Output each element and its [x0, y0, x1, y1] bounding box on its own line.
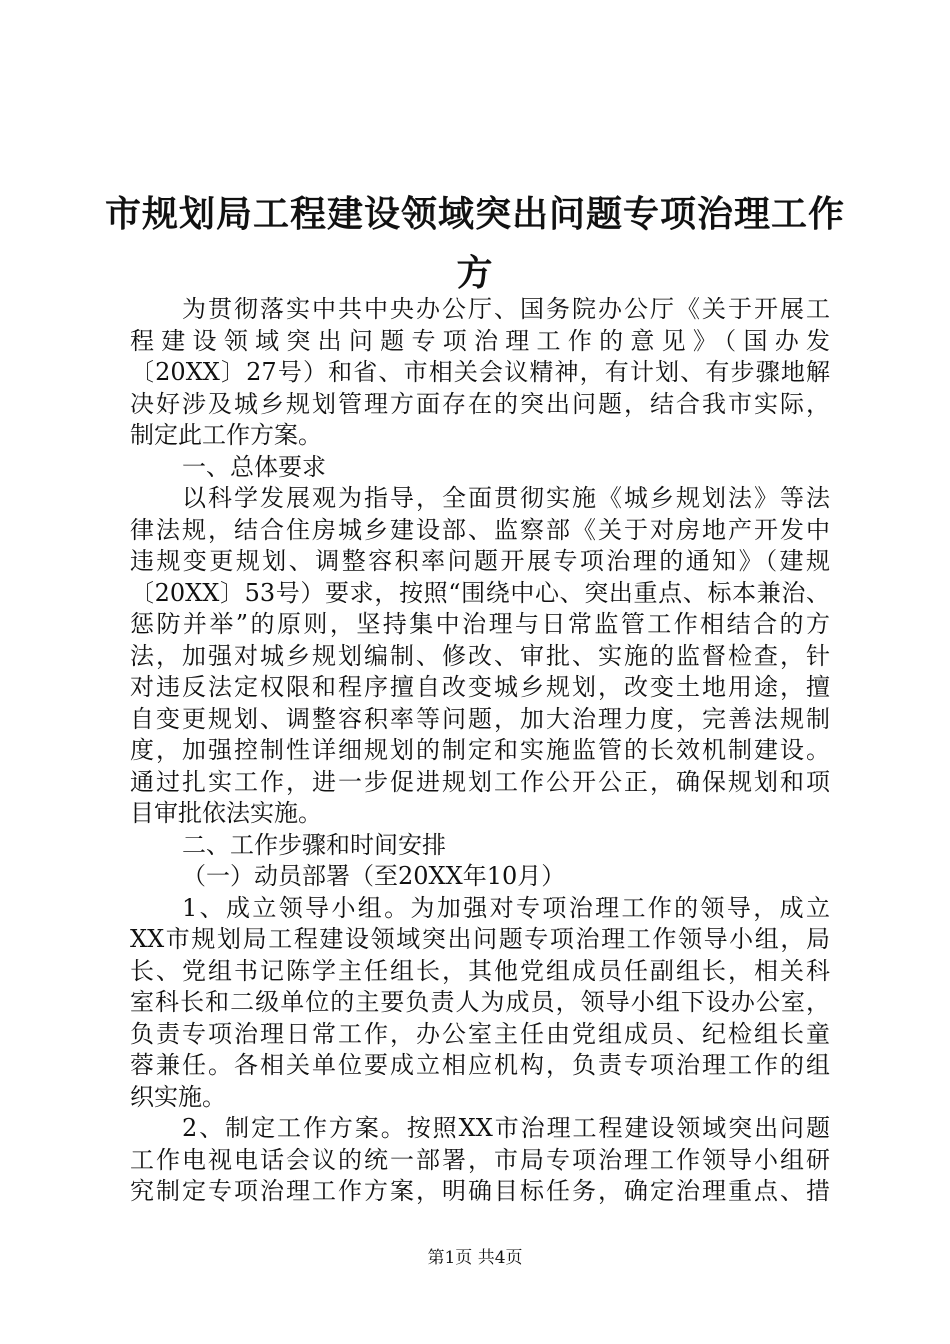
body-line: 究制定专项治理工作方案，明确目标任务，确定治理重点、措	[130, 1177, 830, 1205]
body-line: XX市规划局工程建设领域突出问题专项治理工作领导小组，局	[130, 925, 830, 953]
body-line: 度，加强控制性详细规划的制定和实施监管的长效机制建设。	[130, 736, 830, 764]
body-line: 制定此工作方案。	[130, 421, 322, 449]
body-line: 为贯彻落实中共中央办公厅、国务院办公厅《关于开展工	[182, 295, 830, 323]
page-footer: 第1页 共4页	[427, 1248, 523, 1268]
body-line: 自变更规划、调整容积率等问题，加大治理力度，完善法规制	[130, 704, 830, 733]
body-line: 法，加强对城乡规划编制、修改、审批、实施的监督检查，针	[130, 641, 830, 670]
body-line: 织实施。	[130, 1082, 226, 1111]
body-line: 长、党组书记陈学主任组长，其他党组成员任副组长，相关科	[130, 956, 830, 985]
body-line: 惩防并举”的原则，坚持集中治理与日常监管工作相结合的方	[130, 610, 830, 638]
body-line: 二、工作步骤和时间安排	[182, 830, 446, 859]
body-line: 〔20XX〕27号）和省、市相关会议精神，有计划、有步骤地解	[130, 358, 830, 386]
body-line: 1、成立领导小组。为加强对专项治理工作的领导，成立	[182, 893, 830, 922]
body-line: 工作电视电话会议的统一部署，市局专项治理工作领导小组研	[130, 1145, 830, 1174]
body-line: （一）动员部署（至20XX年10月）	[182, 862, 566, 890]
document-body	[130, 294, 830, 1208]
body-line: 目审批依法实施。	[130, 799, 322, 827]
body-line: 〔20XX〕53号）要求，按照“围绕中心、突出重点、标本兼治、	[130, 578, 830, 607]
body-line: 蓉兼任。各相关单位要成立相应机构，负责专项治理工作的组	[130, 1051, 830, 1079]
document-title-line-2: 方	[456, 252, 494, 294]
body-line: 违规变更规划、调整容积率问题开展专项治理的通知》（建规	[130, 547, 830, 575]
body-line: 律法规，结合住房城乡建设部、监察部《关于对房地产开发中	[130, 515, 830, 544]
body-line: 程建设领域突出问题专项治理工作的意见》（国办发	[130, 326, 830, 355]
body-line: 一、总体要求	[182, 452, 326, 481]
body-line: 负责专项治理日常工作，办公室主任由党组成员、纪检组长童	[130, 1019, 830, 1048]
body-line: 2、制定工作方案。按照XX市治理工程建设领域突出问题	[182, 1114, 830, 1142]
body-line: 对违反法定权限和程序擅自改变城乡规划，改变土地用途，擅	[130, 673, 830, 701]
body-line: 室科长和二级单位的主要负责人为成员，领导小组下设办公室，	[130, 988, 830, 1016]
body-line: 通过扎实工作，进一步促进规划工作公开公正，确保规划和项	[130, 767, 830, 796]
body-line: 以科学发展观为指导，全面贯彻实施《城乡规划法》等法	[182, 484, 830, 512]
document-title-line-1: 市规划局工程建设领域突出问题专项治理工作	[104, 193, 845, 235]
body-line: 决好涉及城乡规划管理方面存在的突出问题，结合我市实际，	[130, 389, 830, 418]
